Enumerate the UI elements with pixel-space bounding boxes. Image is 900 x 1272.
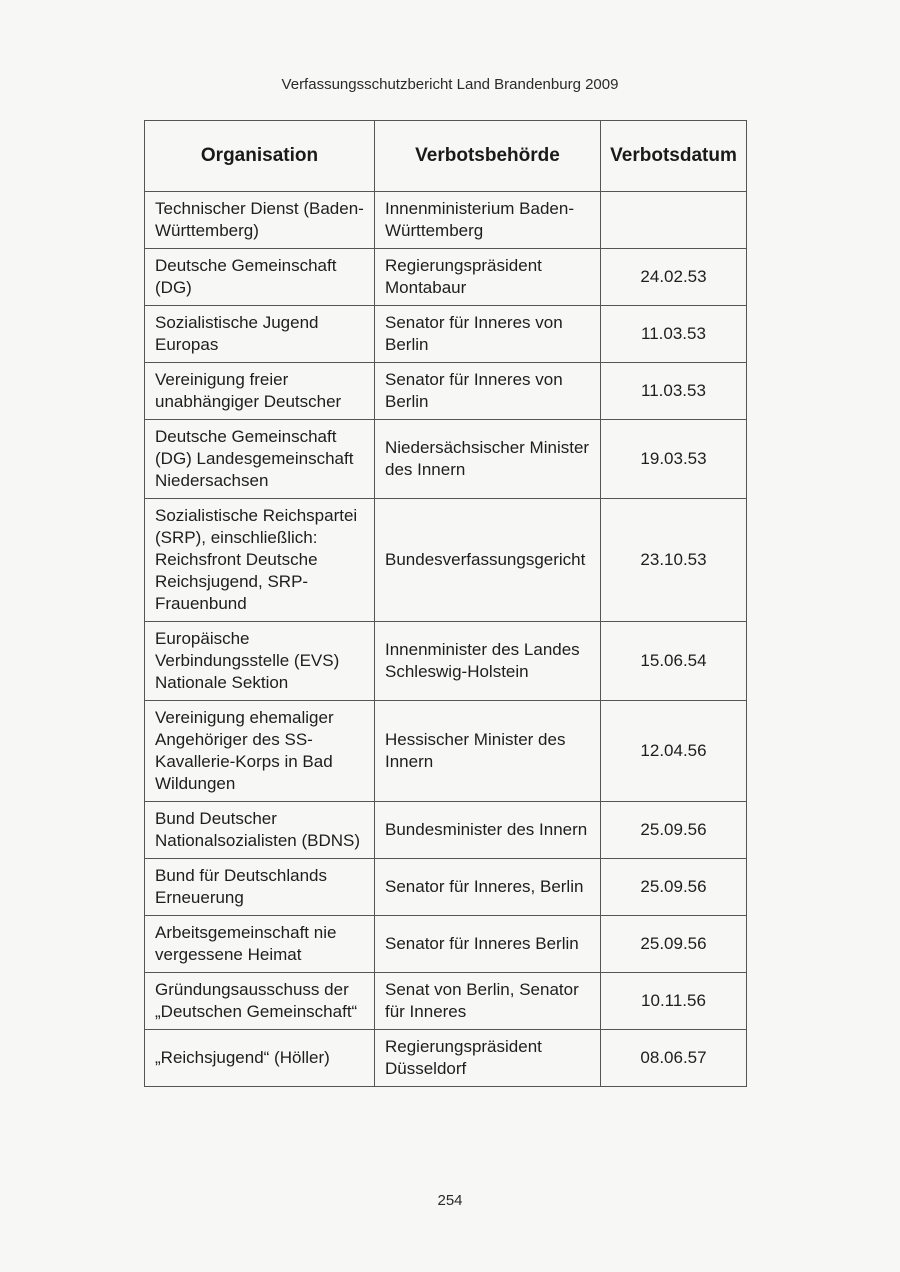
date-cell: 25.09.56 xyxy=(601,859,747,916)
date-cell: 10.11.56 xyxy=(601,973,747,1030)
date-cell: 19.03.53 xyxy=(601,420,747,499)
date-cell: 11.03.53 xyxy=(601,363,747,420)
table-row xyxy=(145,622,747,701)
table-row xyxy=(145,802,747,859)
table-row xyxy=(145,916,747,973)
organisation-cell: Deutsche Gemeinschaft (DG) Landesgemeinschaft Niedersachsen xyxy=(145,420,375,499)
organisation-cell: „Reichsjugend“ (Höller) xyxy=(145,1030,375,1087)
date-cell: 23.10.53 xyxy=(601,499,747,622)
date-cell: 11.03.53 xyxy=(601,306,747,363)
organisation-cell: Arbeitsgemeinschaft nie vergessene Heimat xyxy=(145,916,375,973)
date-cell: 24.02.53 xyxy=(601,249,747,306)
table-header-row xyxy=(145,121,747,192)
authority-cell: Niedersächsischer Minister des Innern xyxy=(375,420,601,499)
table-row xyxy=(145,973,747,1030)
ban-table xyxy=(144,120,747,1087)
organisation-cell: Sozialistische Jugend Europas xyxy=(145,306,375,363)
date-cell: 25.09.56 xyxy=(601,916,747,973)
organisation-cell: Bund für Deutschlands Erneuerung xyxy=(145,859,375,916)
organisation-cell: Vereinigung freier unabhängiger Deutscher xyxy=(145,363,375,420)
authority-cell: Senator für Inneres von Berlin xyxy=(375,306,601,363)
authority-cell: Senator für Inneres Berlin xyxy=(375,916,601,973)
authority-cell: Regierungspräsident Montabaur xyxy=(375,249,601,306)
date-cell: 08.06.57 xyxy=(601,1030,747,1087)
column-header-organisation: Organisation xyxy=(145,121,375,192)
table-row xyxy=(145,701,747,802)
table-row xyxy=(145,363,747,420)
authority-cell: Senat von Berlin, Senator für Inneres xyxy=(375,973,601,1030)
organisation-cell: Gründungsausschuss der „Deutschen Gemeinschaft“ xyxy=(145,973,375,1030)
table-row xyxy=(145,306,747,363)
date-cell: 25.09.56 xyxy=(601,802,747,859)
authority-cell: Innenministerium Baden-Württemberg xyxy=(375,192,601,249)
column-header-authority: Verbotsbehörde xyxy=(375,121,601,192)
authority-cell: Senator für Inneres von Berlin xyxy=(375,363,601,420)
authority-cell: Senator für Inneres, Berlin xyxy=(375,859,601,916)
date-cell xyxy=(601,192,747,249)
authority-cell: Regierungspräsident Düsseldorf xyxy=(375,1030,601,1087)
authority-cell: Innenminister des Landes Schleswig-Holstein xyxy=(375,622,601,701)
organisation-cell: Bund Deutscher Nationalsozialisten (BDNS) xyxy=(145,802,375,859)
table-row xyxy=(145,499,747,622)
date-cell: 12.04.56 xyxy=(601,701,747,802)
date-cell: 15.06.54 xyxy=(601,622,747,701)
organisation-cell: Technischer Dienst (Baden-Württemberg) xyxy=(145,192,375,249)
table-row xyxy=(145,859,747,916)
column-header-date: Verbotsdatum xyxy=(601,121,747,192)
running-header: Verfassungsschutzbericht Land Brandenburg 2009 xyxy=(281,76,619,93)
organisation-cell: Deutsche Gemeinschaft (DG) xyxy=(145,249,375,306)
authority-cell: Bundesverfassungsgericht xyxy=(375,499,601,622)
table-row xyxy=(145,249,747,306)
page-number: 254 xyxy=(437,1192,463,1209)
organisation-cell: Sozialistische Reichspartei (SRP), einschließlich: Reichsfront Deutsche Reichsjugend, SRP-Frauenbund xyxy=(145,499,375,622)
authority-cell: Bundesminister des Innern xyxy=(375,802,601,859)
table-row xyxy=(145,1030,747,1087)
table-row xyxy=(145,192,747,249)
authority-cell: Hessischer Minister des Innern xyxy=(375,701,601,802)
organisation-cell: Europäische Verbindungsstelle (EVS) Nationale Sektion xyxy=(145,622,375,701)
organisation-cell: Vereinigung ehemaliger Angehöriger des SS-Kavallerie-Korps in Bad Wildungen xyxy=(145,701,375,802)
table-row xyxy=(145,420,747,499)
